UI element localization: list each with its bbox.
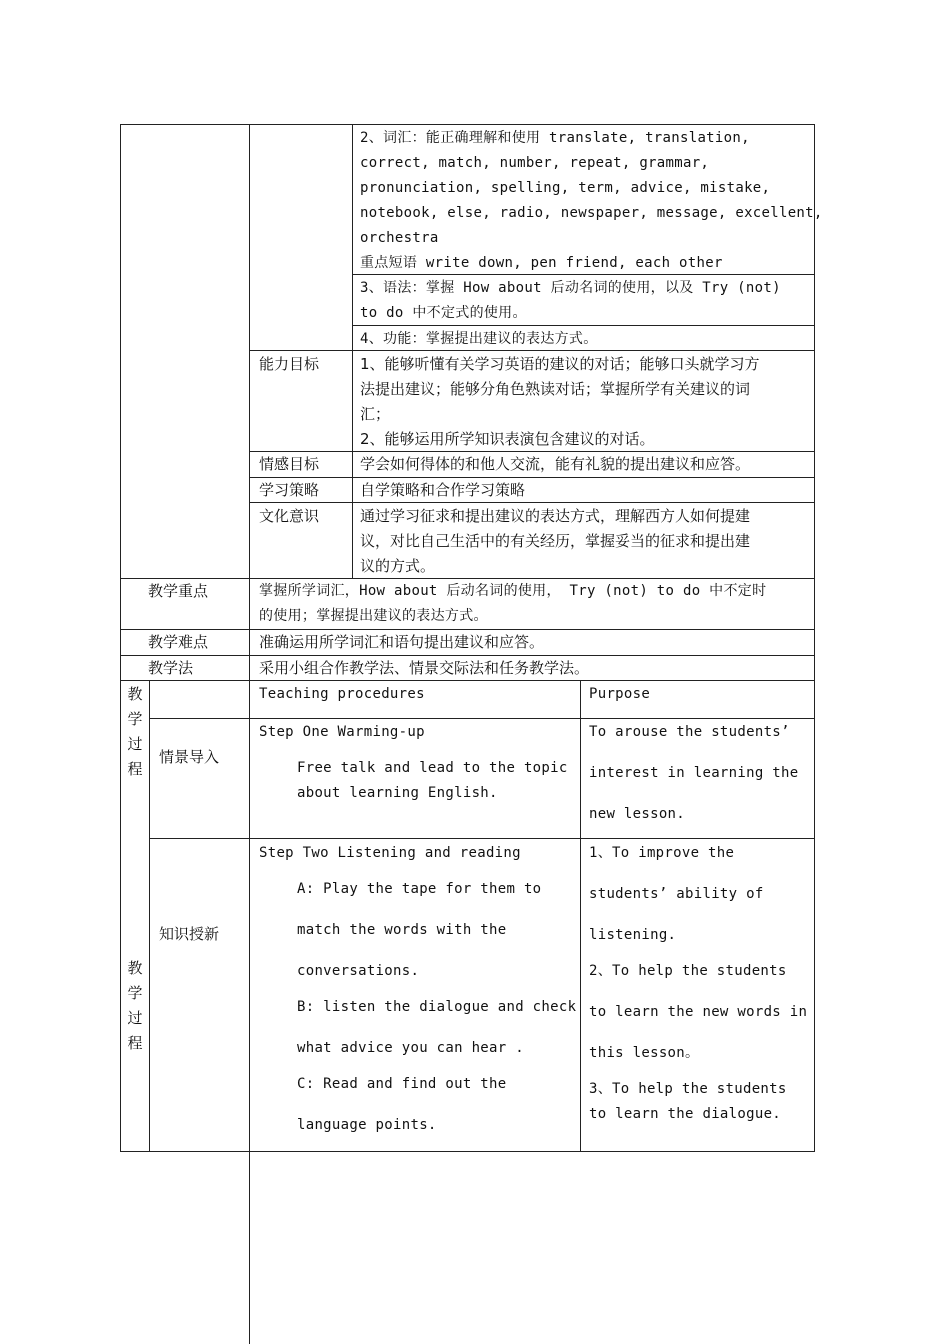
procedure-line: match the words with the (297, 922, 507, 938)
key-points-line: 掌握所学词汇，How about 后动名词的使用， Try (not) to do 中不定时 (259, 583, 767, 599)
purpose-line: students’ ability of (589, 886, 764, 902)
grammar-line: to do 中不定式的使用。 (360, 305, 527, 321)
purpose-line: this lesson。 (589, 1045, 700, 1061)
methods-text: 采用小组合作教学法、情景交际法和任务教学法。 (259, 659, 590, 677)
column-divider (249, 578, 250, 680)
vocab-line: correct, match, number, repeat, grammar, (360, 155, 710, 171)
difficulties-text: 准确运用所学词汇和语句提出建议和应答。 (259, 633, 545, 651)
procedure-line: about learning English. (297, 785, 498, 801)
procedure-line: conversations. (297, 963, 420, 979)
difficulties-label: 教学难点 (148, 633, 209, 651)
emotion-text: 学会如何得体的和他人交流，能有礼貌的提出建议和应答。 (360, 455, 751, 473)
purpose-line: to learn the dialogue. (589, 1106, 782, 1122)
stage-label: 知识授新 (159, 925, 220, 943)
ability-line: 法提出建议；能够分角色熟读对话；掌握所学有关建议的词 (360, 380, 751, 398)
vocab-line: pronunciation, spelling, term, advice, mistake, (360, 180, 771, 196)
purpose-line: listening. (589, 927, 677, 943)
purpose-line: new lesson. (589, 806, 686, 822)
column-divider (249, 124, 250, 579)
emotion-label: 情感目标 (259, 455, 320, 473)
culture-line: 议，对比自己生活中的有关经历，掌握妥当的征求和提出建 (360, 532, 751, 550)
stage-label: 情景导入 (159, 748, 220, 766)
vocab-line: orchestra (360, 230, 439, 246)
ability-line: 1、能够听懂有关学习英语的建议的对话；能够口头就学习方 (360, 355, 760, 373)
culture-line: 议的方式。 (360, 557, 436, 575)
key-points-label: 教学重点 (148, 582, 209, 600)
process-side-label: 教学过程 (127, 959, 143, 1052)
procedure-line: what advice you can hear . (297, 1040, 524, 1056)
purpose-line: 1、To improve the (589, 845, 735, 861)
purpose-line: 3、To help the students (589, 1081, 787, 1097)
strategy-text: 自学策略和合作学习策略 (360, 481, 526, 499)
purpose-line: To arouse the students’ (589, 724, 790, 740)
column-divider (352, 124, 353, 579)
table-border (120, 124, 815, 125)
purpose-line: to learn the new words in (589, 1004, 808, 1020)
table-border (814, 124, 815, 1152)
process-side-label: 教学过程 (127, 685, 143, 778)
procedure-line: C: Read and find out the (297, 1076, 507, 1092)
ability-line: 汇； (360, 405, 391, 423)
culture-label: 文化意识 (259, 507, 320, 525)
column-divider (580, 680, 581, 1152)
table-border (120, 124, 121, 1152)
purpose-line: 2、To help the students (589, 963, 787, 979)
vocab-line: notebook, else, radio, newspaper, message, excellent, (360, 205, 823, 221)
function-line: 4、功能：掌握提出建议的表达方式。 (360, 331, 598, 347)
purpose-header: Purpose (589, 686, 651, 702)
step-title: Step Two Listening and reading (259, 845, 521, 861)
ability-label: 能力目标 (259, 355, 320, 373)
procedure-line: B: listen the dialogue and check (297, 999, 577, 1015)
phrases-line: 重点短语 write down, pen friend, each other (360, 255, 723, 271)
row-divider (249, 477, 815, 478)
key-points-line: 的使用；掌握提出建议的表达方式。 (259, 608, 488, 624)
procedure-line: A: Play the tape for them to (297, 881, 542, 897)
grammar-line: 3、语法：掌握 How about 后动名词的使用，以及 Try (not) (360, 280, 781, 296)
step-title: Step One Warming-up (259, 724, 425, 740)
methods-label: 教学法 (148, 659, 194, 677)
row-divider (249, 502, 815, 503)
strategy-label: 学习策略 (259, 481, 320, 499)
procedure-line: Free talk and lead to the topic (297, 760, 568, 776)
procedures-header: Teaching procedures (259, 686, 425, 702)
culture-line: 通过学习征求和提出建议的表达方式，理解西方人如何提建 (360, 507, 751, 525)
column-divider (149, 680, 150, 1152)
table-border (120, 1151, 815, 1152)
column-divider (249, 680, 250, 1344)
vocab-line: 2、词汇：能正确理解和使用 translate, translation, (360, 130, 750, 146)
purpose-line: interest in learning the (589, 765, 799, 781)
procedure-line: language points. (297, 1117, 437, 1133)
ability-line: 2、能够运用所学知识表演包含建议的对话。 (360, 430, 655, 448)
